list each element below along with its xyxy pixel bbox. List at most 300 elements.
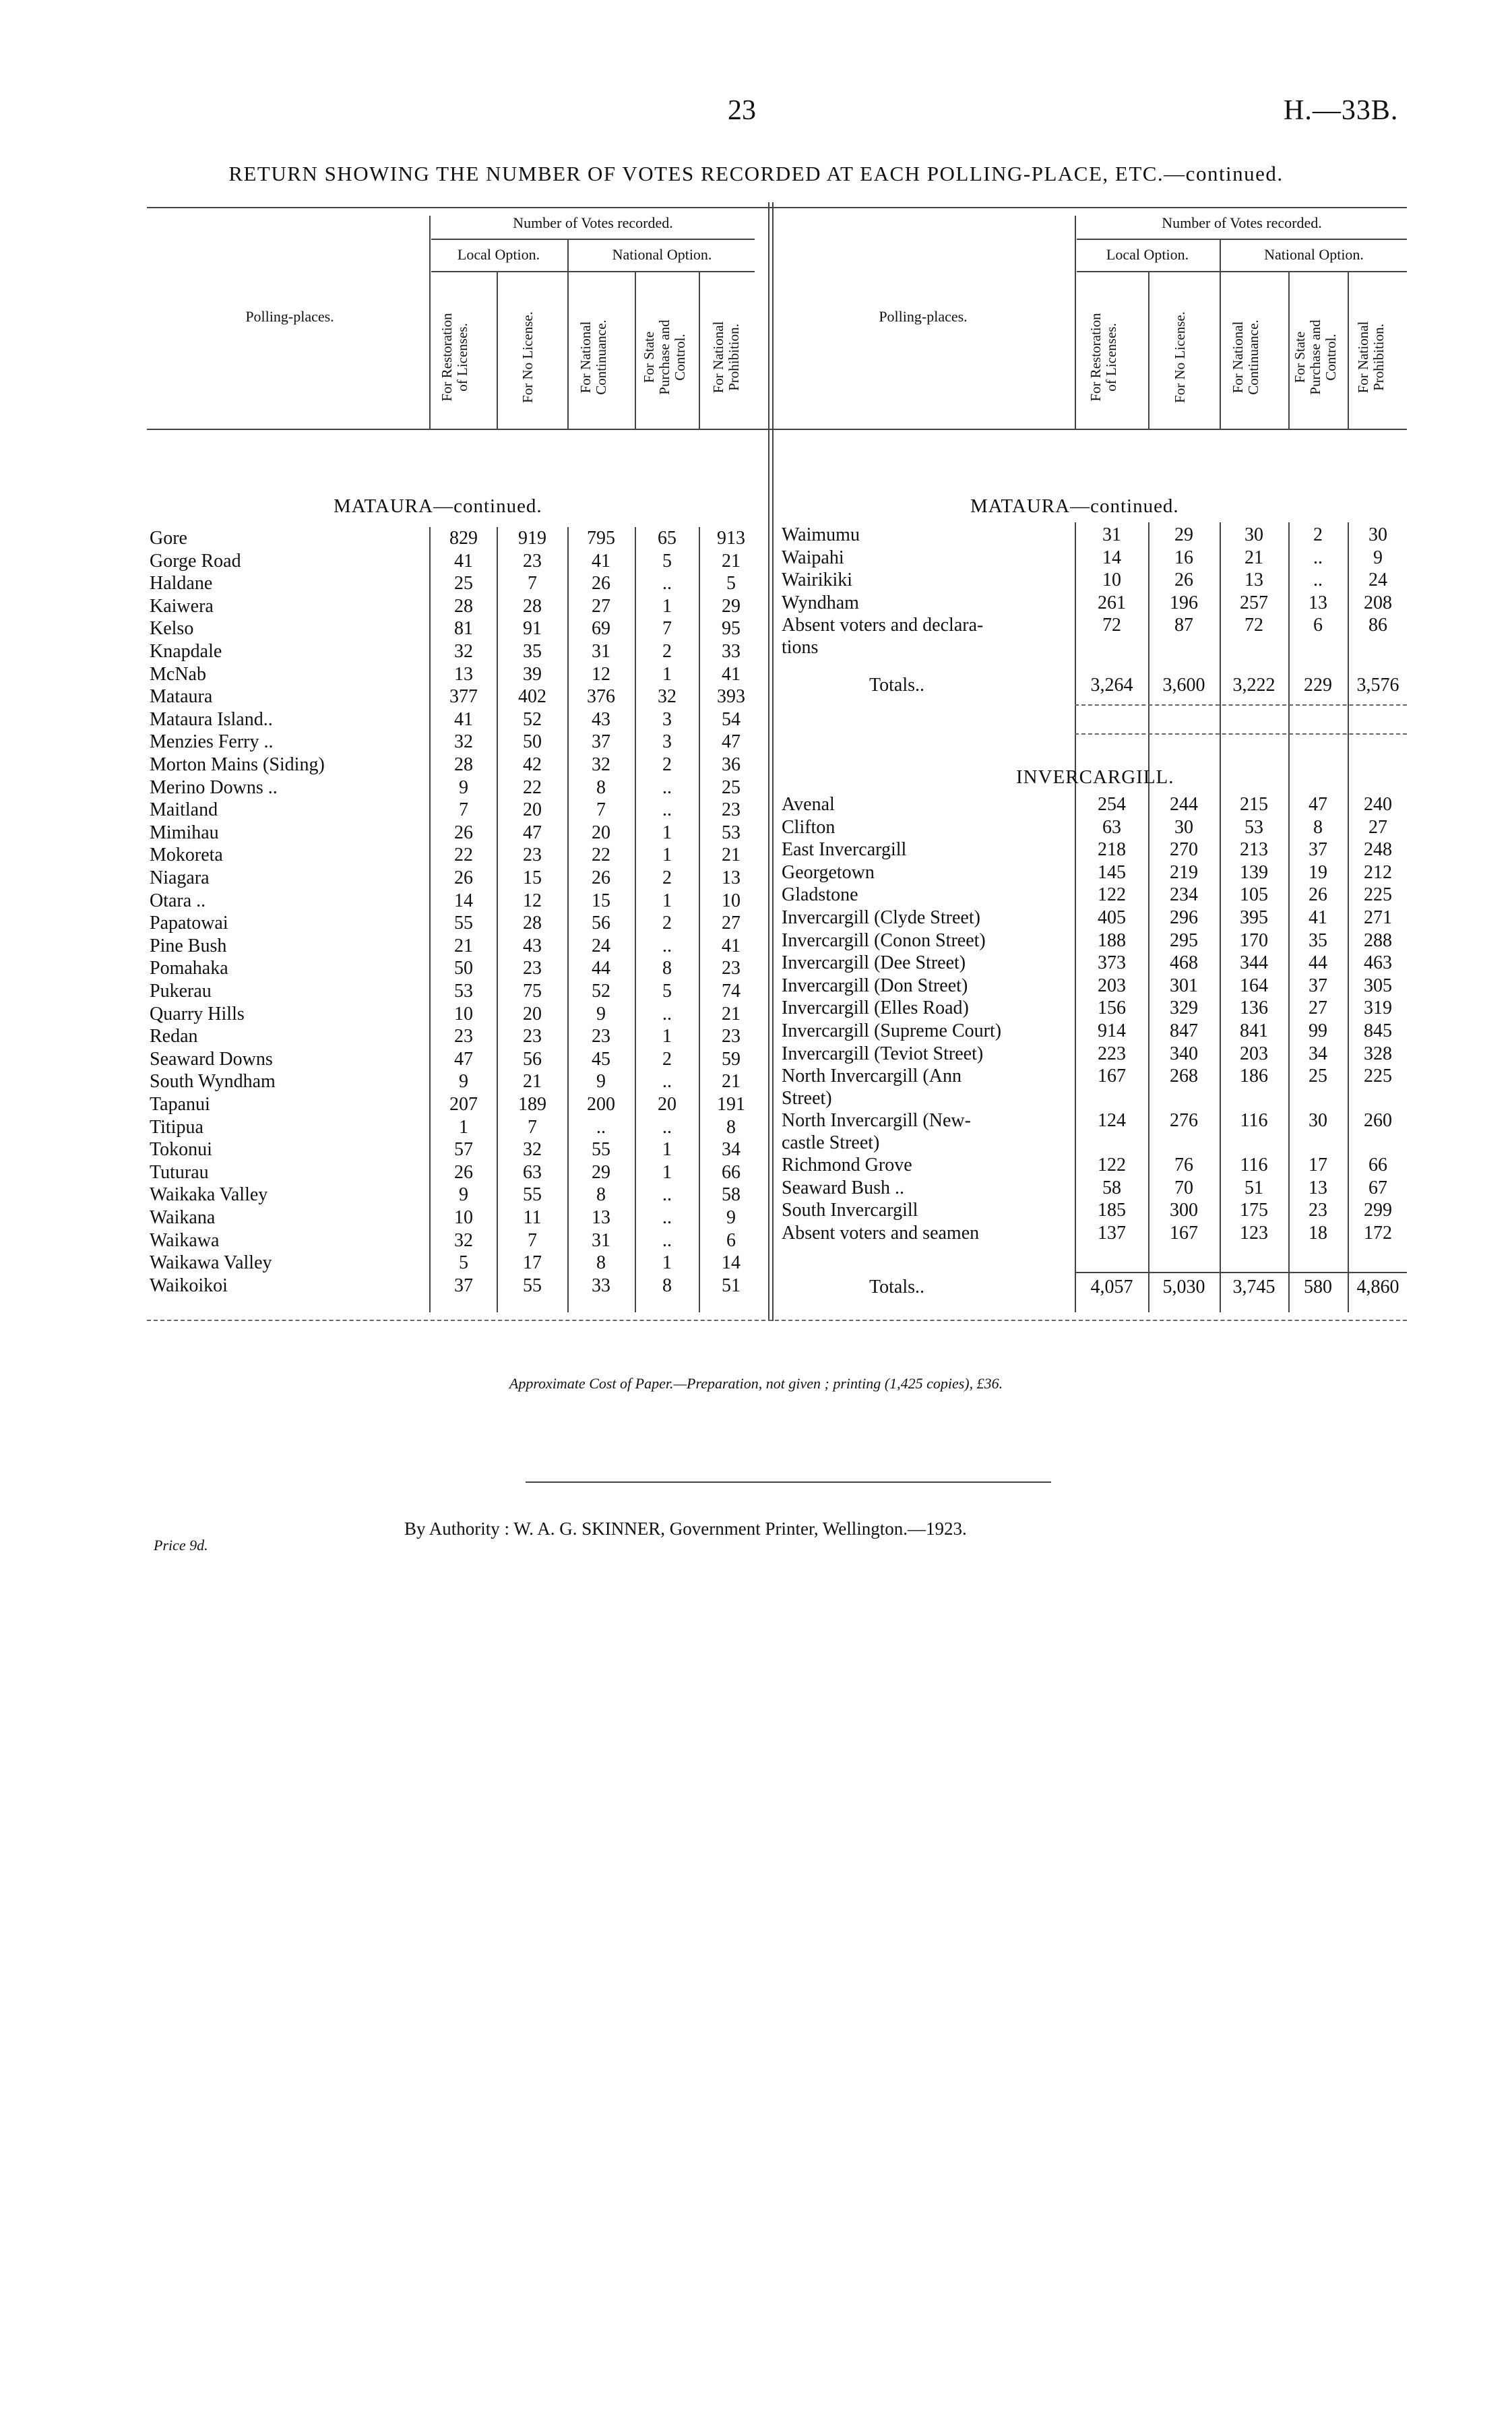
right-header-rule-2 — [1077, 271, 1407, 272]
vote-count: 52 — [523, 708, 542, 730]
right-col-restoration-header: For Restoration of Licenses. — [1088, 313, 1119, 402]
vote-count: .. — [662, 1071, 672, 1093]
vote-count: 296 — [1170, 907, 1198, 928]
vote-count: 47 — [454, 1048, 473, 1070]
vote-count: 50 — [523, 731, 542, 753]
polling-place-name: Invercargill (Conon Street) — [782, 929, 986, 951]
vote-count: 24 — [1368, 570, 1387, 591]
vote-count: 27 — [722, 913, 741, 934]
vote-count: 13 — [722, 867, 741, 888]
vote-count: 22 — [454, 845, 473, 866]
polling-place-name: Seaward Downs — [150, 1048, 273, 1070]
left-header-rule-2 — [431, 271, 755, 272]
total-vote-count: 4,860 — [1356, 1277, 1399, 1297]
vote-count: 87 — [1174, 615, 1193, 636]
vote-count: 172 — [1364, 1223, 1392, 1244]
table-row — [782, 1109, 1408, 1154]
vote-count: 41 — [592, 550, 610, 572]
vote-count: 26 — [592, 573, 610, 594]
vote-count: 8 — [662, 958, 672, 979]
vote-count: 26 — [454, 822, 473, 843]
vote-count: 122 — [1098, 1155, 1126, 1176]
vote-count: 26 — [1174, 570, 1193, 591]
vote-count: 9 — [459, 1071, 468, 1093]
table-center-divider-2 — [772, 202, 774, 1321]
vote-count: 13 — [1245, 570, 1263, 591]
vote-count: 1 — [662, 1252, 672, 1274]
vote-count: 57 — [454, 1139, 473, 1161]
vote-count: 328 — [1364, 1043, 1392, 1064]
vote-count: 29 — [1174, 524, 1193, 545]
vote-count: 32 — [454, 1229, 473, 1251]
vote-count: 14 — [722, 1252, 741, 1274]
vote-count: 41 — [1309, 907, 1327, 928]
vote-count: 39 — [523, 663, 542, 685]
table-bottom-rule — [147, 1320, 1407, 1321]
right-invercargill-title: INVERCARGILL. — [1016, 766, 1174, 788]
left-col-rule-a — [429, 216, 431, 429]
vote-count: 3 — [662, 731, 672, 753]
vote-count: 32 — [592, 754, 610, 775]
polling-place-name: South Wyndham — [150, 1071, 276, 1093]
vote-count: 27 — [1368, 816, 1387, 838]
vote-count: .. — [1313, 547, 1323, 568]
polling-place-name: Maitland — [150, 799, 218, 821]
table-row — [782, 907, 1408, 929]
vote-count: 186 — [1240, 1066, 1268, 1087]
vote-count: 56 — [523, 1048, 542, 1070]
vote-count: 17 — [523, 1252, 542, 1274]
polling-place-name: Seaward Bush .. — [782, 1177, 904, 1198]
table-row — [782, 816, 1408, 838]
right-header-number-of-votes: Number of Votes recorded. — [1162, 214, 1322, 231]
vote-count: 2 — [662, 754, 672, 775]
vote-count: 225 — [1364, 884, 1392, 906]
authority-rule — [526, 1481, 1051, 1483]
table-row — [150, 1116, 761, 1138]
polling-place-name: Gorge Road — [150, 550, 241, 572]
vote-count: 21 — [722, 845, 741, 866]
vote-count: 55 — [454, 913, 473, 934]
total-vote-count: 229 — [1304, 675, 1332, 696]
vote-count: 52 — [592, 981, 610, 1002]
vote-count: 55 — [592, 1139, 610, 1161]
polling-place-name: Georgetown — [782, 861, 875, 883]
right-col-no-license-header: For No License. — [1172, 311, 1188, 403]
vote-count: 31 — [592, 641, 610, 662]
vote-count: 213 — [1240, 839, 1268, 861]
vote-count: 13 — [454, 663, 473, 685]
vote-count: 288 — [1364, 929, 1392, 951]
header-top-rule — [147, 207, 1407, 208]
polling-place-name: Redan — [150, 1026, 198, 1047]
polling-place-name: Wairikiki — [782, 570, 853, 591]
left-col-restoration-header: For Restoration of Licenses. — [439, 313, 470, 402]
table-row — [150, 912, 761, 934]
vote-count: 37 — [1309, 839, 1327, 861]
vote-count: 31 — [592, 1229, 610, 1251]
vote-count: .. — [662, 573, 672, 594]
vote-count: 47 — [722, 731, 741, 753]
table-row — [782, 793, 1408, 816]
vote-count: 15 — [592, 890, 610, 911]
vote-count: 116 — [1240, 1110, 1268, 1132]
table-row — [150, 890, 761, 912]
vote-count: 300 — [1170, 1200, 1198, 1221]
table-row — [150, 1138, 761, 1161]
right-col-continuance-header: For National Continuance. — [1230, 319, 1261, 395]
vote-count: 72 — [1102, 615, 1121, 636]
vote-count: 51 — [722, 1275, 741, 1296]
vote-count: 295 — [1170, 929, 1198, 951]
polling-place-name: Waikawa Valley — [150, 1252, 272, 1274]
totals-label: Totals.. — [869, 675, 925, 696]
vote-count: 29 — [722, 595, 741, 617]
vote-count: 7 — [459, 799, 468, 821]
table-row — [782, 952, 1408, 974]
left-header-rule-1 — [431, 239, 755, 240]
polling-place-name: Invercargill (Don Street) — [782, 975, 968, 996]
vote-count: 47 — [523, 822, 542, 843]
page-number: 23 — [728, 95, 756, 126]
vote-count: 31 — [1102, 524, 1121, 545]
total-vote-count: 3,222 — [1232, 675, 1275, 696]
vote-count: 105 — [1240, 884, 1268, 906]
left-header-number-of-votes: Number of Votes recorded. — [513, 214, 673, 231]
polling-place-name: Kaiwera — [150, 595, 214, 617]
vote-count: 7 — [528, 1116, 537, 1138]
polling-place-name: McNab — [150, 663, 206, 685]
polling-place-name: Haldane — [150, 573, 213, 594]
vote-count: 6 — [726, 1229, 736, 1251]
invercargill-totals-rule-top — [1075, 1272, 1407, 1273]
vote-count: 212 — [1364, 861, 1392, 883]
vote-count: 223 — [1098, 1043, 1126, 1064]
polling-place-name: Menzies Ferry .. — [150, 731, 274, 753]
left-col-rule-b — [497, 271, 498, 429]
vote-count: 30 — [1309, 1110, 1327, 1132]
polling-place-name: East Invercargill — [782, 839, 907, 861]
vote-count: 53 — [722, 822, 741, 843]
vote-count: 116 — [1240, 1155, 1268, 1176]
table-row — [150, 1229, 761, 1252]
total-vote-count: 580 — [1304, 1277, 1332, 1297]
vote-count: 23 — [523, 550, 542, 572]
vote-count: 28 — [454, 754, 473, 775]
vote-count: 9 — [596, 1003, 606, 1024]
vote-count: 2 — [662, 641, 672, 662]
vote-count: 23 — [722, 1026, 741, 1047]
vote-count: 41 — [722, 935, 741, 956]
vote-count: 7 — [596, 799, 606, 821]
vote-count: 260 — [1364, 1110, 1392, 1132]
vote-count: 15 — [523, 867, 542, 888]
total-vote-count: 5,030 — [1162, 1277, 1205, 1297]
vote-count: 54 — [722, 708, 741, 730]
vote-count: 16 — [1174, 547, 1193, 568]
vote-count: 203 — [1098, 975, 1126, 996]
vote-count: 10 — [1102, 570, 1121, 591]
right-col-prohibition-header: For National Prohibition. — [1355, 321, 1387, 394]
right-header-polling-places: Polling-places. — [879, 308, 968, 325]
vote-count: 33 — [722, 641, 741, 662]
polling-place-name: Avenal — [782, 794, 835, 815]
vote-count: 167 — [1098, 1066, 1126, 1087]
vote-count: 91 — [523, 618, 542, 640]
table-center-divider — [768, 202, 769, 1321]
polling-place-name: Waikawa — [150, 1229, 220, 1251]
vote-count: 268 — [1170, 1066, 1198, 1087]
vote-count: 9 — [726, 1207, 736, 1228]
vote-count: 122 — [1098, 884, 1126, 906]
vote-count: 2 — [662, 913, 672, 934]
vote-count: 99 — [1309, 1020, 1327, 1041]
vote-count: 23 — [722, 958, 741, 979]
table-row — [150, 663, 761, 685]
vote-count: 377 — [449, 686, 478, 708]
vote-count: 72 — [1245, 615, 1263, 636]
vote-count: 124 — [1098, 1110, 1126, 1132]
table-row — [782, 861, 1408, 884]
vote-count: 18 — [1309, 1223, 1327, 1244]
total-vote-count: 3,745 — [1232, 1277, 1275, 1297]
total-vote-count: 3,264 — [1090, 675, 1133, 696]
table-row — [150, 708, 761, 731]
vote-count: 244 — [1170, 794, 1198, 815]
total-vote-count: 3,600 — [1162, 675, 1205, 696]
polling-place-name: Mokoreta — [150, 845, 223, 866]
mataura-totals-rule-top — [1075, 704, 1407, 706]
vote-count: 156 — [1098, 998, 1126, 1019]
vote-count: 1 — [662, 845, 672, 866]
vote-count: 41 — [454, 550, 473, 572]
vote-count: 167 — [1170, 1223, 1198, 1244]
table-row — [150, 731, 761, 753]
vote-count: 44 — [592, 958, 610, 979]
vote-count: 829 — [449, 528, 478, 549]
vote-count: 55 — [523, 1184, 542, 1206]
table-row — [782, 975, 1408, 997]
vote-count: 340 — [1170, 1043, 1198, 1064]
vote-count: 847 — [1170, 1020, 1198, 1041]
vote-count: 43 — [592, 708, 610, 730]
vote-count: 234 — [1170, 884, 1198, 906]
vote-count: 32 — [658, 686, 676, 708]
table-row — [150, 1093, 761, 1115]
vote-count: 845 — [1364, 1020, 1392, 1041]
table-row — [150, 1003, 761, 1025]
polling-place-name: Otara .. — [150, 890, 206, 911]
vote-count: 7 — [528, 573, 537, 594]
table-row — [150, 844, 761, 866]
polling-place-name: Tuturau — [150, 1161, 209, 1183]
polling-place-name: Pukerau — [150, 981, 212, 1002]
table-row — [150, 1275, 761, 1297]
vote-count: 185 — [1098, 1200, 1126, 1221]
polling-place-name: Invercargill (Supreme Court) — [782, 1020, 1002, 1041]
polling-place-name: Titipua — [150, 1116, 203, 1138]
vote-count: 55 — [523, 1275, 542, 1296]
vote-count: 21 — [454, 935, 473, 956]
vote-count: 170 — [1240, 929, 1268, 951]
table-row — [150, 867, 761, 889]
vote-count: 21 — [722, 550, 741, 572]
vote-count: 1 — [662, 890, 672, 911]
vote-count: 344 — [1240, 952, 1268, 974]
vote-count: 26 — [1309, 884, 1327, 906]
vote-count: 276 — [1170, 1110, 1198, 1132]
vote-count: 2 — [662, 867, 672, 888]
vote-count: 1 — [662, 1139, 672, 1161]
vote-count: 200 — [587, 1094, 615, 1115]
vote-count: 13 — [592, 1207, 610, 1228]
vote-count: 299 — [1364, 1200, 1392, 1221]
right-col-rule-d — [1288, 271, 1290, 429]
table-row — [782, 884, 1408, 906]
vote-count: 23 — [1309, 1200, 1327, 1221]
vote-count: 20 — [658, 1094, 676, 1115]
table-row — [150, 957, 761, 979]
vote-count: 5 — [662, 981, 672, 1002]
polling-place-name: Tapanui — [150, 1094, 210, 1115]
polling-place-name: Wyndham — [782, 592, 859, 613]
vote-count: .. — [1313, 570, 1323, 591]
vote-count: 43 — [523, 935, 542, 956]
right-header-national-option: National Option. — [1264, 246, 1364, 263]
table-row — [782, 929, 1408, 952]
vote-count: 175 — [1240, 1200, 1268, 1221]
vote-count: 42 — [523, 754, 542, 775]
table-row — [782, 1154, 1408, 1176]
vote-count: 27 — [592, 595, 610, 617]
vote-count: 32 — [454, 641, 473, 662]
vote-count: 81 — [454, 618, 473, 640]
mataura-totals-rule-bottom — [1075, 733, 1407, 735]
vote-count: 270 — [1170, 839, 1198, 861]
left-header-local-option: Local Option. — [457, 246, 540, 263]
vote-count: 22 — [592, 845, 610, 866]
price: Price 9d. — [154, 1537, 208, 1554]
vote-count: 215 — [1240, 794, 1268, 815]
vote-count: 7 — [662, 618, 672, 640]
vote-count: 36 — [722, 754, 741, 775]
polling-place-name: Invercargill (Elles Road) — [782, 998, 969, 1019]
vote-count: 23 — [722, 799, 741, 821]
table-row — [150, 1048, 761, 1070]
vote-count: 10 — [722, 890, 741, 911]
vote-count: 65 — [658, 528, 676, 549]
vote-count: 30 — [1245, 524, 1263, 545]
vote-count: 919 — [518, 528, 546, 549]
right-header-local-option: Local Option. — [1106, 246, 1189, 263]
table-row — [782, 1065, 1408, 1109]
table-row — [150, 1025, 761, 1047]
vote-count: 402 — [518, 686, 546, 708]
vote-count: 29 — [592, 1161, 610, 1183]
table-row — [150, 1161, 761, 1184]
polling-place-name: Waikoikoi — [150, 1275, 228, 1296]
polling-place-name: Invercargill (Teviot Street) — [782, 1043, 984, 1064]
vote-count: 35 — [1309, 929, 1327, 951]
vote-count: 305 — [1364, 975, 1392, 996]
vote-count: 11 — [523, 1207, 542, 1228]
vote-count: 58 — [1102, 1177, 1121, 1198]
vote-count: 8 — [726, 1116, 736, 1138]
table-row — [150, 527, 761, 549]
vote-count: .. — [662, 1003, 672, 1024]
polling-place-name: Gore — [150, 528, 187, 549]
vote-count: 30 — [1174, 816, 1193, 838]
total-vote-count: 3,576 — [1356, 675, 1399, 696]
total-vote-count: 4,057 — [1090, 1277, 1133, 1297]
vote-count: 47 — [1309, 794, 1327, 815]
table-row — [150, 822, 761, 844]
vote-count: 63 — [1102, 816, 1121, 838]
vote-count: 23 — [523, 845, 542, 866]
vote-count: 196 — [1170, 592, 1198, 613]
vote-count: 3 — [662, 708, 672, 730]
table-row — [150, 685, 761, 708]
vote-count: 20 — [592, 822, 610, 843]
vote-count: 44 — [1309, 952, 1327, 974]
polling-place-name: Papatowai — [150, 913, 228, 934]
vote-count: 23 — [523, 1026, 542, 1047]
table-row — [782, 997, 1408, 1019]
vote-count: 319 — [1364, 998, 1392, 1019]
polling-place-name: Invercargill (Dee Street) — [782, 952, 966, 974]
vote-count: 203 — [1240, 1043, 1268, 1064]
table-row — [782, 1222, 1408, 1244]
vote-count: .. — [662, 1184, 672, 1206]
left-col-rule-d — [635, 271, 636, 429]
vote-count: 1 — [662, 663, 672, 685]
vote-count: 21 — [722, 1071, 741, 1093]
polling-place-name: Invercargill (Clyde Street) — [782, 907, 980, 928]
vote-count: 254 — [1098, 794, 1126, 815]
left-section-title: MATAURA—continued. — [334, 495, 542, 517]
vote-count: 23 — [592, 1026, 610, 1047]
vote-count: 74 — [722, 981, 741, 1002]
vote-count: 1 — [662, 595, 672, 617]
vote-count: 393 — [717, 686, 745, 708]
table-row — [150, 799, 761, 821]
vote-count: 145 — [1098, 861, 1126, 883]
vote-count: 34 — [722, 1139, 741, 1161]
vote-count: 376 — [587, 686, 615, 708]
polling-place-name: Absent voters and seamen — [782, 1223, 980, 1244]
polling-place-name: Morton Mains (Siding) — [150, 754, 325, 775]
vote-count: 137 — [1098, 1223, 1126, 1244]
table-row — [782, 1177, 1408, 1199]
table-row — [150, 640, 761, 663]
vote-count: 7 — [528, 1229, 537, 1251]
polling-place-name: Mataura Island.. — [150, 708, 273, 730]
polling-place-name: Waimumu — [782, 524, 860, 545]
vote-count: 841 — [1240, 1020, 1268, 1041]
right-col-rule-e — [1348, 271, 1349, 429]
vote-count: 33 — [592, 1275, 610, 1296]
table-row — [150, 1252, 761, 1274]
vote-count: .. — [662, 1207, 672, 1228]
vote-count: 405 — [1098, 907, 1126, 928]
polling-place-name: South Invercargill — [782, 1200, 918, 1221]
vote-count: 191 — [717, 1094, 745, 1115]
vote-count: 9 — [459, 776, 468, 798]
left-col-continuance-header: For National Continuance. — [577, 319, 609, 395]
left-col-no-license-header: For No License. — [519, 311, 536, 403]
polling-place-name: Mimihau — [150, 822, 219, 843]
vote-count: 51 — [1245, 1177, 1263, 1198]
